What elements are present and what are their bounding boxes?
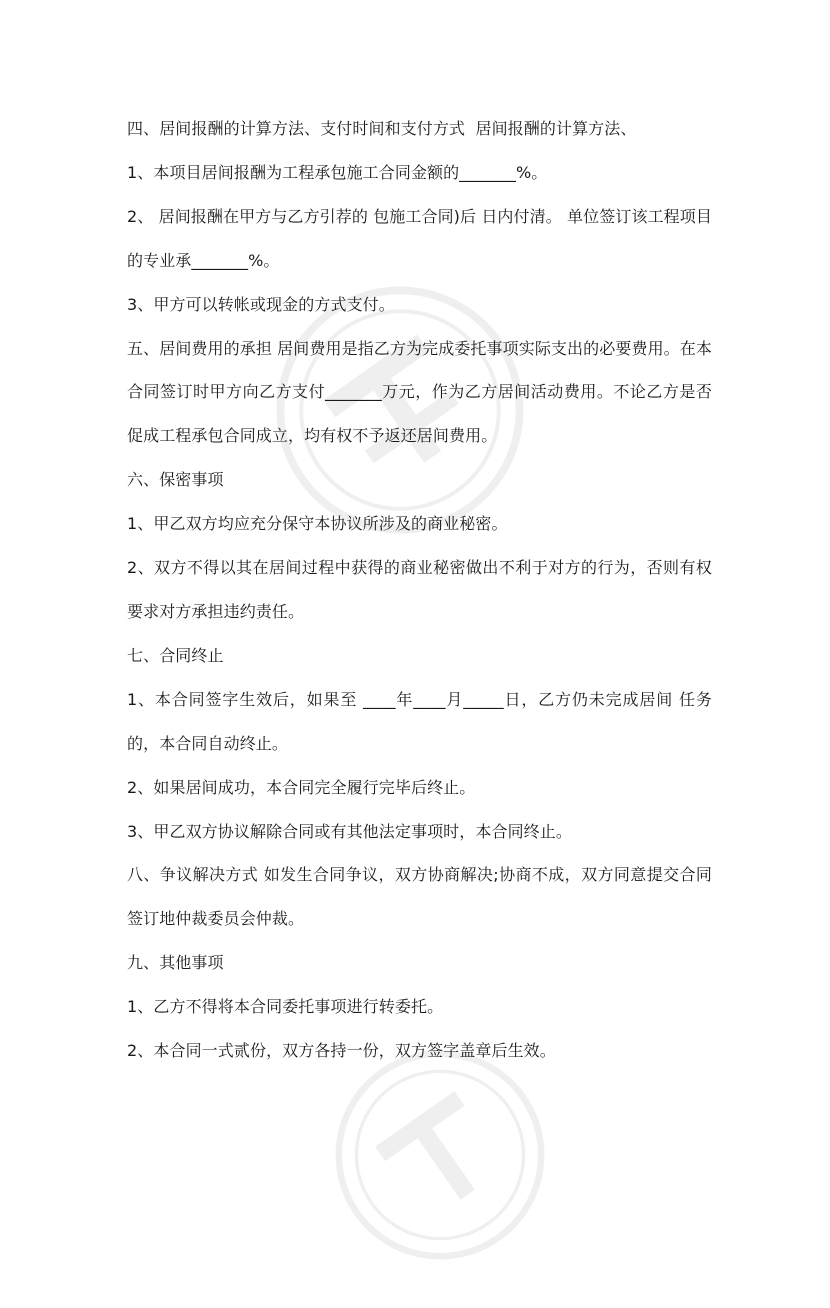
- clause-6-1: 1、甲乙双方均应充分保守本协议所涉及的商业秘密。: [127, 514, 508, 534]
- section-8-paragraph: 八、争议解决方式 如发生合同争议，双方协商解决;协商不成，双方同意提交合同签订地仲裁委员会仲裁。: [127, 865, 712, 929]
- section-9-heading: 九、其他事项: [127, 953, 224, 973]
- clause-6-2: 2、双方不得以其在居间过程中获得的商业秘密做出不利于对方的行为，否则有权要求对方承担违约责任。: [127, 558, 712, 621]
- section-6-heading: 六、保密事项: [127, 470, 224, 490]
- section-5-paragraph: 五、居间费用的承担 居间费用是指乙方为完成委托事项实际支出的必要费用。在本合同签订时甲方向乙方支付_______万元，作为乙方居间活动费用。不论乙方是否促成工程承包合同成立，均有权不予返还居间费用。: [127, 338, 712, 446]
- section-7-heading: 七、合同终止: [127, 645, 224, 665]
- document-body: [127, 107, 712, 1073]
- section-4-heading: 四、居间报酬的计算方法、支付时间和支付方式 居间报酬的计算方法、: [127, 119, 637, 138]
- clause-4-1: 1、本项目居间报酬为工程承包施工合同金额的_______%。: [127, 162, 548, 182]
- clause-9-2: 2、本合同一式贰份，双方各持一份，双方签字盖章后生效。: [127, 1041, 556, 1061]
- clause-4-3: 3、甲方可以转帐或现金的方式支付。: [127, 294, 395, 314]
- clause-9-1: 1、乙方不得将本合同委托事项进行转委托。: [127, 997, 444, 1017]
- clause-4-2: 2、 居间报酬在甲方与乙方引荐的 包施工合同)后 日内付清。 单位签订该工程项目的专业承_______%。: [127, 206, 712, 270]
- clause-7-3: 3、甲乙双方协议解除合同或有其他法定事项时，本合同终止。: [127, 821, 572, 841]
- clause-7-2: 2、如果居间成功，本合同完全履行完毕后终止。: [127, 777, 476, 797]
- clause-7-1: 1、本合同签字生效后，如果至 ____年____月_____日，乙方仍未完成居间 任务的，本合同自动终止。: [127, 689, 712, 753]
